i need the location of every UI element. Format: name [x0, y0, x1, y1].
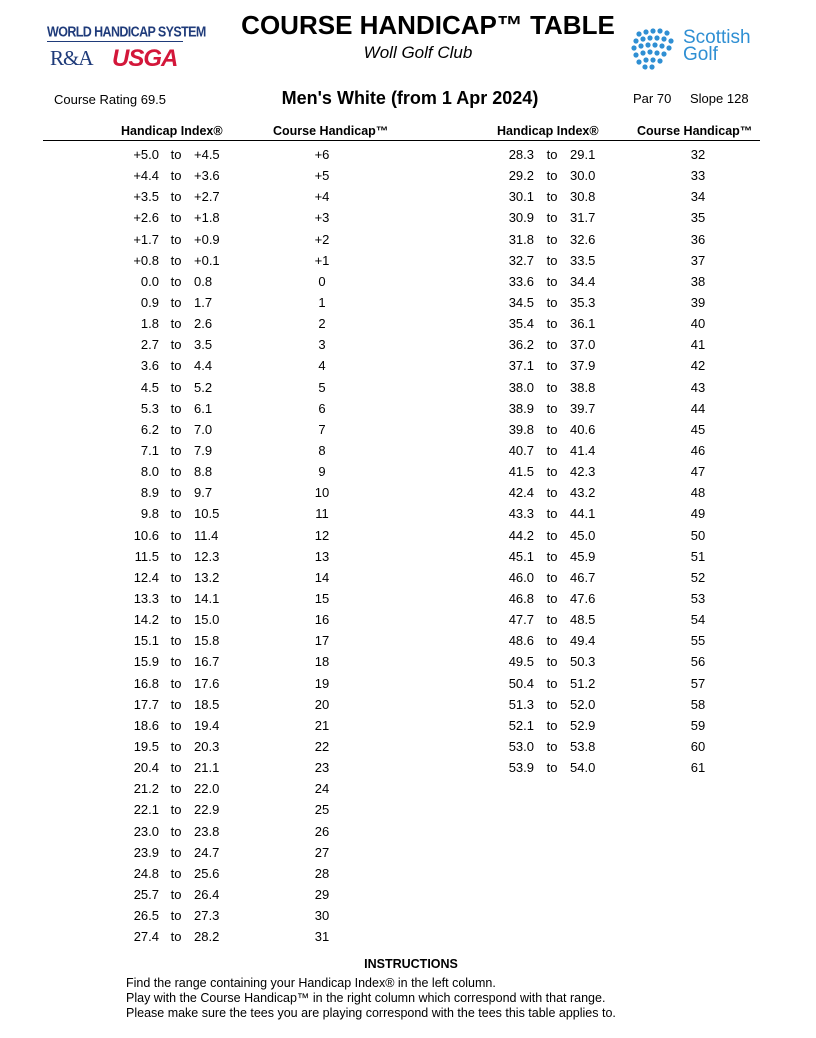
handicap-index-high: 52.0: [570, 696, 596, 712]
course-handicap-value: 3: [318, 337, 326, 353]
range-separator: to: [546, 485, 558, 501]
handicap-index-high: 29.1: [570, 147, 596, 162]
range-separator: to: [546, 527, 558, 543]
range-separator: to: [546, 231, 558, 247]
slope-value: Slope 128: [690, 91, 749, 106]
handicap-index-low: 13.3: [133, 590, 159, 606]
range-separator: to: [546, 464, 558, 480]
range-separator: to: [546, 358, 558, 374]
course-handicap-value: 48: [690, 485, 706, 501]
handicap-index-low: 20.4: [133, 760, 159, 776]
handicap-index-low: +0.8: [133, 252, 159, 268]
course-handicap-value: +1: [314, 252, 330, 268]
handicap-index-high: +3.6: [194, 168, 220, 184]
handicap-index-low: 7.1: [140, 442, 159, 458]
course-handicap-value: 42: [690, 358, 706, 374]
range-separator: to: [546, 548, 558, 564]
handicap-index-high: 22.0: [194, 781, 220, 797]
handicap-index-high: 45.9: [570, 548, 596, 564]
handicap-index-low: 53.0: [508, 738, 534, 754]
course-handicap-value: 29: [314, 886, 330, 902]
handicap-index-high: +0.9: [194, 231, 220, 247]
range-separator: to: [170, 738, 182, 754]
course-handicap-value: 11: [315, 506, 329, 522]
course-handicap-value: 50: [690, 527, 706, 543]
handicap-index-high: 41.4: [570, 442, 596, 458]
column-header-handicap-index-right: Handicap Index®: [497, 124, 599, 138]
handicap-index-high: 5.2: [194, 379, 213, 395]
course-handicap-value: 26: [314, 823, 330, 839]
scottish-golf-logo-line1: Scottish: [683, 27, 751, 48]
range-separator: to: [546, 654, 558, 670]
range-separator: to: [170, 210, 182, 226]
header-divider: [43, 140, 760, 141]
course-handicap-value: 18: [314, 654, 330, 670]
handicap-index-high: 45.0: [570, 527, 596, 543]
handicap-index-low: 49.5: [508, 654, 534, 670]
course-handicap-value: 28: [314, 865, 330, 881]
range-separator: to: [170, 908, 182, 924]
handicap-index-high: 49.4: [570, 633, 596, 649]
handicap-index-high: 27.3: [194, 908, 220, 924]
range-separator: to: [170, 569, 182, 585]
course-handicap-value: 52: [690, 569, 706, 585]
range-separator: to: [170, 506, 182, 522]
range-separator: to: [170, 168, 182, 184]
handicap-index-low: 46.8: [508, 590, 534, 606]
range-separator: to: [546, 189, 558, 205]
course-handicap-value: 16: [314, 612, 330, 628]
handicap-index-low: 24.8: [133, 865, 159, 881]
handicap-index-low: +4.4: [133, 168, 159, 184]
handicap-index-high: 10.5: [194, 506, 220, 522]
handicap-index-high: 14.1: [194, 590, 220, 606]
course-handicap-value: 40: [690, 316, 706, 332]
usga-logo: USGA: [112, 45, 178, 72]
range-separator: to: [170, 823, 182, 839]
handicap-index-low: 0.0: [140, 273, 159, 289]
handicap-index-low: 28.3: [508, 147, 534, 162]
handicap-index-high: 46.7: [570, 569, 596, 585]
handicap-index-high: 54.0: [570, 760, 596, 776]
course-handicap-value: +5: [314, 168, 330, 184]
handicap-index-high: 37.9: [570, 358, 596, 374]
course-handicap-value: 41: [690, 337, 706, 353]
course-handicap-value: 30: [314, 908, 330, 924]
course-handicap-value: 33: [690, 168, 706, 184]
range-separator: to: [170, 760, 182, 776]
course-handicap-value: 36: [690, 231, 706, 247]
handicap-index-high: 9.7: [194, 485, 213, 501]
handicap-index-high: 22.9: [194, 802, 220, 818]
course-handicap-value: 24: [314, 781, 330, 797]
handicap-index-high: 6.1: [194, 400, 213, 416]
handicap-index-low: 38.0: [508, 379, 534, 395]
range-separator: to: [170, 929, 182, 945]
handicap-index-low: 51.3: [508, 696, 534, 712]
handicap-index-high: 16.7: [194, 654, 220, 670]
range-separator: to: [546, 590, 558, 606]
range-separator: to: [170, 612, 182, 628]
range-separator: to: [170, 442, 182, 458]
handicap-index-high: 20.3: [194, 738, 220, 754]
column-header-handicap-index-left: Handicap Index®: [121, 124, 223, 138]
tee-title: Men's White (from 1 Apr 2024): [281, 88, 539, 108]
handicap-index-low: 8.9: [140, 485, 159, 501]
course-handicap-value: 60: [690, 738, 706, 754]
handicap-index-low: 29.2: [508, 168, 534, 184]
course-handicap-value: 19: [314, 675, 330, 691]
handicap-index-high: 2.6: [194, 316, 213, 332]
handicap-index-low: 26.5: [133, 908, 159, 924]
handicap-index-low: 50.4: [508, 675, 534, 691]
range-separator: to: [546, 316, 558, 332]
instructions-title: INSTRUCTIONS: [364, 957, 458, 971]
range-separator: to: [170, 548, 182, 564]
handicap-index-high: 32.6: [570, 231, 596, 247]
handicap-index-low: 16.8: [133, 675, 159, 691]
course-handicap-value: 2: [318, 316, 326, 332]
course-handicap-value: 21: [314, 717, 330, 733]
course-handicap-value: +4: [314, 189, 330, 205]
handicap-index-high: 43.2: [570, 485, 596, 501]
handicap-index-low: 31.8: [508, 231, 534, 247]
handicap-index-high: +0.1: [194, 252, 220, 268]
handicap-index-low: 21.2: [133, 781, 159, 797]
range-separator: to: [170, 337, 182, 353]
handicap-index-high: 42.3: [570, 464, 596, 480]
handicap-index-high: 52.9: [570, 717, 596, 733]
range-separator: to: [546, 506, 558, 522]
handicap-index-low: 34.5: [508, 294, 534, 310]
handicap-index-low: 19.5: [133, 738, 159, 754]
range-separator: to: [546, 147, 558, 162]
range-separator: to: [546, 210, 558, 226]
range-separator: to: [170, 294, 182, 310]
handicap-index-low: 40.7: [508, 442, 534, 458]
handicap-index-low: 27.4: [133, 929, 159, 945]
range-separator: to: [170, 527, 182, 543]
handicap-index-high: 30.8: [570, 189, 596, 205]
handicap-index-low: 48.6: [508, 633, 534, 649]
course-handicap-value: 46: [690, 442, 706, 458]
range-separator: to: [170, 590, 182, 606]
handicap-index-high: 19.4: [194, 717, 220, 733]
range-separator: to: [170, 654, 182, 670]
handicap-index-high: 17.6: [194, 675, 220, 691]
range-separator: to: [170, 379, 182, 395]
handicap-index-high: +4.5: [194, 147, 220, 162]
handicap-index-high: 39.7: [570, 400, 596, 416]
course-handicap-value: 32: [690, 147, 706, 162]
range-separator: to: [546, 760, 558, 776]
course-handicap-value: 23: [314, 760, 330, 776]
handicap-index-high: 12.3: [194, 548, 220, 564]
course-handicap-value: 56: [690, 654, 706, 670]
handicap-index-low: 11.5: [134, 548, 159, 564]
handicap-index-high: 1.7: [194, 294, 213, 310]
course-handicap-value: 22: [314, 738, 330, 754]
handicap-index-low: 42.4: [508, 485, 534, 501]
handicap-index-low: +3.5: [133, 189, 159, 205]
course-handicap-value: 39: [690, 294, 706, 310]
handicap-index-high: 21.1: [194, 760, 220, 776]
course-handicap-value: 61: [690, 760, 706, 776]
range-separator: to: [170, 316, 182, 332]
page-title: COURSE HANDICAP™ TABLE: [241, 10, 615, 40]
handicap-index-low: 1.8: [140, 316, 159, 332]
handicap-index-high: 28.2: [194, 929, 220, 945]
course-handicap-value: 17: [314, 633, 330, 649]
range-separator: to: [170, 358, 182, 374]
range-separator: to: [546, 717, 558, 733]
course-handicap-value: 4: [318, 358, 326, 374]
handicap-index-high: 30.0: [570, 168, 596, 184]
course-handicap-value: 51: [690, 548, 706, 564]
handicap-index-high: 31.7: [570, 210, 596, 226]
range-separator: to: [546, 294, 558, 310]
range-separator: to: [170, 802, 182, 818]
handicap-index-low: 46.0: [508, 569, 534, 585]
handicap-index-low: +2.6: [133, 210, 159, 226]
handicap-index-high: 25.6: [194, 865, 220, 881]
course-handicap-value: 37: [690, 252, 706, 268]
handicap-index-high: 34.4: [570, 273, 596, 289]
whs-logo-text: WORLD HANDICAP SYSTEM: [47, 24, 206, 41]
range-separator: to: [170, 781, 182, 797]
handicap-index-low: 39.8: [508, 421, 534, 437]
range-separator: to: [170, 231, 182, 247]
handicap-index-low: 15.9: [133, 654, 159, 670]
course-handicap-value: +2: [314, 231, 330, 247]
par-value: Par 70: [633, 91, 672, 106]
handicap-index-low: 32.7: [508, 252, 534, 268]
range-separator: to: [170, 252, 182, 268]
course-handicap-value: 55: [690, 633, 706, 649]
handicap-index-low: 3.6: [140, 358, 159, 374]
course-handicap-value: 49: [690, 506, 706, 522]
course-handicap-value: 53: [690, 590, 706, 606]
course-handicap-value: 58: [690, 696, 706, 712]
handicap-index-high: 24.7: [194, 844, 220, 860]
handicap-index-high: 7.0: [194, 421, 213, 437]
course-handicap-value: 25: [314, 802, 330, 818]
course-handicap-value: 6: [318, 400, 326, 416]
handicap-index-low: 2.7: [140, 337, 159, 353]
range-separator: to: [170, 886, 182, 902]
range-separator: to: [546, 252, 558, 268]
range-separator: to: [546, 696, 558, 712]
course-handicap-value: 20: [314, 696, 330, 712]
range-separator: to: [170, 421, 182, 437]
handicap-index-low: 30.1: [508, 189, 534, 205]
range-separator: to: [546, 168, 558, 184]
course-handicap-value: 7: [318, 421, 326, 437]
range-separator: to: [170, 400, 182, 416]
course-handicap-value: 5: [318, 379, 326, 395]
rna-logo: R&A: [50, 46, 93, 70]
whs-logo-divider: [47, 41, 183, 42]
handicap-index-high: +1.8: [194, 210, 220, 226]
handicap-index-low: 45.1: [508, 548, 534, 564]
course-handicap-value: 12: [314, 527, 330, 543]
range-separator: to: [546, 379, 558, 395]
handicap-index-low: 18.6: [133, 717, 159, 733]
instruction-line: Play with the Course Handicap™ in the right column which correspond with that range.: [126, 991, 606, 1005]
course-handicap-value: 9: [318, 464, 326, 480]
course-handicap-value: 45: [690, 421, 706, 437]
handicap-index-low: 22.1: [133, 802, 159, 818]
course-rating: Course Rating 69.5: [54, 92, 167, 107]
column-header-course-handicap-right: Course Handicap™: [637, 124, 753, 138]
handicap-index-low: 33.6: [508, 273, 534, 289]
handicap-index-low: 47.7: [508, 612, 534, 628]
handicap-index-high: 53.8: [570, 738, 596, 754]
handicap-index-low: 35.4: [508, 316, 534, 332]
handicap-index-high: 44.1: [570, 506, 596, 522]
handicap-index-low: 38.9: [508, 400, 534, 416]
handicap-index-high: 26.4: [194, 886, 220, 902]
handicap-index-high: 15.8: [194, 633, 220, 649]
course-handicap-value: 35: [690, 210, 706, 226]
handicap-index-high: 47.6: [570, 590, 596, 606]
handicap-index-high: 18.5: [194, 696, 220, 712]
course-handicap-value: 31: [314, 929, 330, 945]
handicap-index-low: +5.0: [133, 147, 159, 162]
range-separator: to: [170, 273, 182, 289]
handicap-index-low: 9.8: [140, 506, 159, 522]
handicap-index-high: 0.8: [194, 273, 213, 289]
handicap-index-high: 13.2: [194, 569, 220, 585]
handicap-index-low: 14.2: [133, 612, 159, 628]
handicap-index-high: 37.0: [570, 337, 596, 353]
course-handicap-value: 10: [314, 485, 330, 501]
course-handicap-value: 14: [314, 569, 330, 585]
handicap-index-low: 15.1: [133, 633, 159, 649]
handicap-index-low: 53.9: [508, 760, 534, 776]
course-handicap-value: 59: [690, 717, 706, 733]
range-separator: to: [170, 189, 182, 205]
instruction-line: Please make sure the tees you are playing correspond with the tees this table applies to.: [126, 1006, 616, 1020]
instruction-line: Find the range containing your Handicap Index® in the left column.: [126, 976, 496, 990]
course-handicap-value: +3: [314, 210, 330, 226]
range-separator: to: [170, 844, 182, 860]
range-separator: to: [546, 337, 558, 353]
handicap-index-low: 30.9: [508, 210, 534, 226]
handicap-index-low: 44.2: [508, 527, 534, 543]
range-separator: to: [546, 569, 558, 585]
course-handicap-value: 0: [318, 273, 326, 289]
handicap-index-low: 12.4: [133, 569, 159, 585]
handicap-index-low: 23.9: [133, 844, 159, 860]
handicap-index-high: +2.7: [194, 189, 220, 205]
range-separator: to: [546, 738, 558, 754]
handicap-index-low: 36.2: [508, 337, 534, 353]
handicap-index-low: 10.6: [133, 527, 159, 543]
course-handicap-value: 38: [690, 273, 706, 289]
handicap-index-high: 33.5: [570, 252, 596, 268]
range-separator: to: [546, 633, 558, 649]
handicap-index-low: 0.9: [140, 294, 159, 310]
handicap-index-low: +1.7: [133, 231, 159, 247]
handicap-index-high: 11.4: [194, 527, 219, 543]
handicap-index-low: 5.3: [140, 400, 159, 416]
handicap-index-low: 52.1: [508, 717, 534, 733]
scottish-golf-logo-line2: Golf: [683, 44, 718, 65]
range-separator: to: [546, 273, 558, 289]
course-handicap-value: 44: [690, 400, 706, 416]
handicap-index-high: 36.1: [570, 316, 596, 332]
range-separator: to: [170, 675, 182, 691]
handicap-index-low: 4.5: [140, 379, 159, 395]
handicap-index-low: 6.2: [140, 421, 159, 437]
range-separator: to: [170, 464, 182, 480]
handicap-index-low: 37.1: [508, 358, 534, 374]
range-separator: to: [546, 442, 558, 458]
course-handicap-value: 8: [318, 442, 326, 458]
course-handicap-value: 43: [690, 379, 706, 395]
range-separator: to: [546, 675, 558, 691]
handicap-index-high: 51.2: [570, 675, 596, 691]
range-separator: to: [170, 717, 182, 733]
handicap-index-high: 48.5: [570, 612, 596, 628]
course-handicap-value: 54: [690, 612, 706, 628]
range-separator: to: [170, 485, 182, 501]
column-header-course-handicap-left: Course Handicap™: [273, 124, 389, 138]
handicap-index-high: 3.5: [194, 337, 213, 353]
course-handicap-value: 34: [690, 189, 706, 205]
course-handicap-value: 27: [314, 844, 330, 860]
range-separator: to: [170, 696, 182, 712]
handicap-index-high: 23.8: [194, 823, 220, 839]
course-handicap-value: 13: [314, 548, 330, 564]
handicap-index-low: 41.5: [508, 464, 534, 480]
handicap-index-low: 23.0: [133, 823, 159, 839]
handicap-index-high: 8.8: [194, 464, 213, 480]
handicap-index-low: 25.7: [133, 886, 159, 902]
club-name: Woll Golf Club: [363, 43, 473, 62]
range-separator: to: [546, 421, 558, 437]
range-separator: to: [170, 147, 182, 162]
handicap-index-high: 7.9: [194, 442, 213, 458]
range-separator: to: [170, 633, 182, 649]
handicap-index-high: 35.3: [570, 294, 596, 310]
handicap-index-high: 15.0: [194, 612, 220, 628]
course-handicap-value: 1: [318, 294, 326, 310]
course-handicap-value: 57: [690, 675, 706, 691]
course-handicap-value: 15: [314, 590, 330, 606]
handicap-index-high: 38.8: [570, 379, 596, 395]
range-separator: to: [170, 865, 182, 881]
handicap-index-high: 50.3: [570, 654, 596, 670]
handicap-index-low: 8.0: [140, 464, 159, 480]
handicap-index-high: 4.4: [194, 358, 213, 374]
range-separator: to: [546, 400, 558, 416]
handicap-index-high: 40.6: [570, 421, 596, 437]
course-handicap-value: +6: [314, 147, 330, 162]
handicap-index-low: 17.7: [133, 696, 159, 712]
range-separator: to: [546, 612, 558, 628]
course-handicap-value: 47: [690, 464, 706, 480]
handicap-index-low: 43.3: [508, 506, 534, 522]
